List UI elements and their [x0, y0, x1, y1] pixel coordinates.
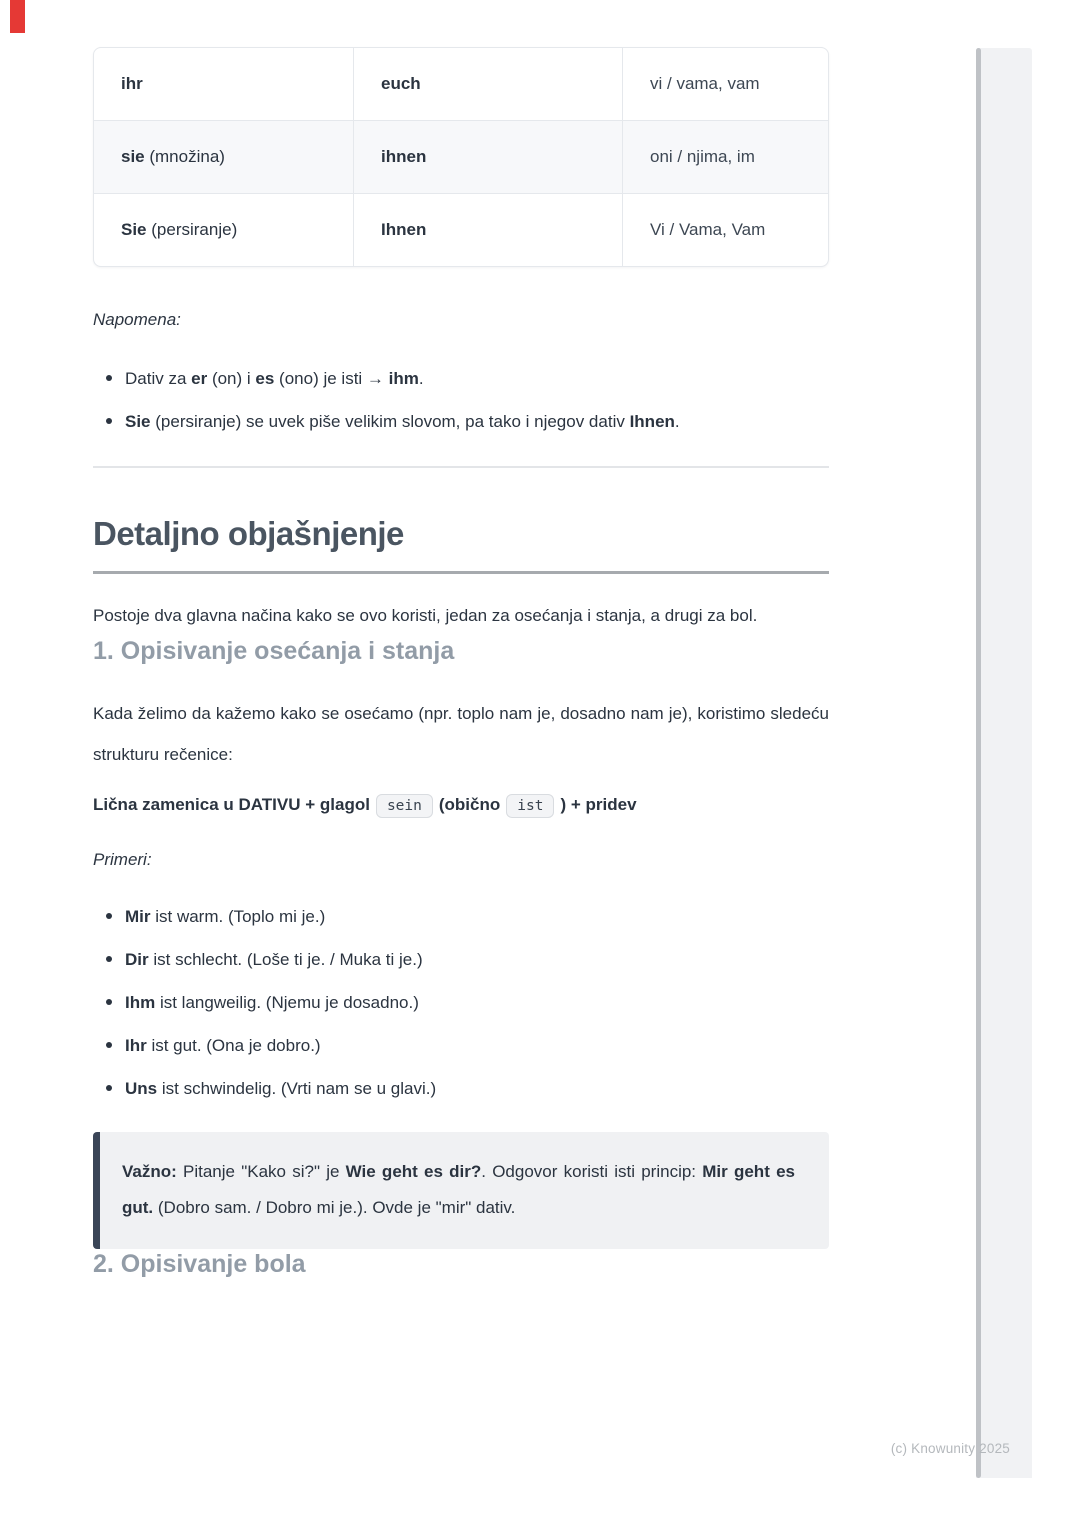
table-cell-translation: oni / njima, im [622, 121, 828, 193]
example-item: Dir ist schlecht. (Loše ti je. / Muka ti je.) [93, 938, 829, 981]
document-content [93, 0, 829, 1279]
note-item: Dativ za er (on) i es (ono) je isti → ihm. [93, 357, 829, 400]
table-cell-dative: Ihnen [353, 194, 622, 266]
table-cell-dative: euch [353, 48, 622, 120]
scrollbar-thumb[interactable] [976, 48, 981, 1478]
examples-label: Primeri: [93, 850, 152, 869]
example-item: Ihm ist langweilig. (Njemu je dosadno.) [93, 981, 829, 1024]
copyright-text: (c) Knowunity 2025 [890, 1441, 1010, 1456]
note-label: Napomena: [93, 310, 181, 329]
red-marker [10, 0, 25, 33]
example-item: Mir ist warm. (Toplo mi je.) [93, 895, 829, 938]
formula-line: Lična zamenica u DATIVU + glagol sein (obično ist ) + pridev [93, 788, 829, 823]
scrollbar-track[interactable] [976, 48, 1032, 1478]
inline-code: ist [506, 794, 554, 818]
title-underline [93, 571, 829, 574]
intro-paragraph: Postoje dva glavna načina kako se ovo koristi, jedan za osećanja i stanja, a drugi za bol. [93, 606, 758, 625]
table-cell-pronoun: ihr [121, 74, 143, 93]
section-title: Detaljno objašnjenje [93, 515, 404, 552]
inline-code: sein [376, 794, 433, 818]
table-cell-pronoun: Sie (persiranje) [121, 220, 238, 239]
pronoun-table [93, 47, 829, 267]
section-divider [93, 466, 829, 468]
callout-box: Važno: Pitanje "Kako si?" je Wie geht es dir?. Odgovor koristi isti princip: Mir geht es gut. (Dobro sam. / Dobro mi je.). Ovde je "mir" dativ. [93, 1132, 829, 1249]
table-row [94, 48, 828, 120]
table-row [94, 120, 828, 193]
table-row [94, 193, 828, 266]
table-cell-translation: vi / vama, vam [622, 48, 828, 120]
subsection-title-2: 2. Opisivanje bola [93, 1250, 306, 1278]
example-item: Ihr ist gut. (Ona je dobro.) [93, 1024, 829, 1067]
subsection-title-1: 1. Opisivanje osećanja i stanja [93, 637, 455, 665]
table-cell-translation: Vi / Vama, Vam [622, 194, 828, 266]
table-cell-dative: ihnen [353, 121, 622, 193]
structure-paragraph: Kada želimo da kažemo kako se osećamo (npr. toplo nam je, dosadno nam je), koristimo sledeću strukturu rečenice: [93, 704, 829, 764]
note-item: Sie (persiranje) se uvek piše velikim slovom, pa tako i njegov dativ Ihnen. [93, 400, 829, 443]
example-item: Uns ist schwindelig. (Vrti nam se u glavi.) [93, 1067, 829, 1110]
note-list [93, 357, 829, 443]
table-cell-pronoun: sie (množina) [121, 147, 225, 166]
examples-list [93, 895, 829, 1110]
